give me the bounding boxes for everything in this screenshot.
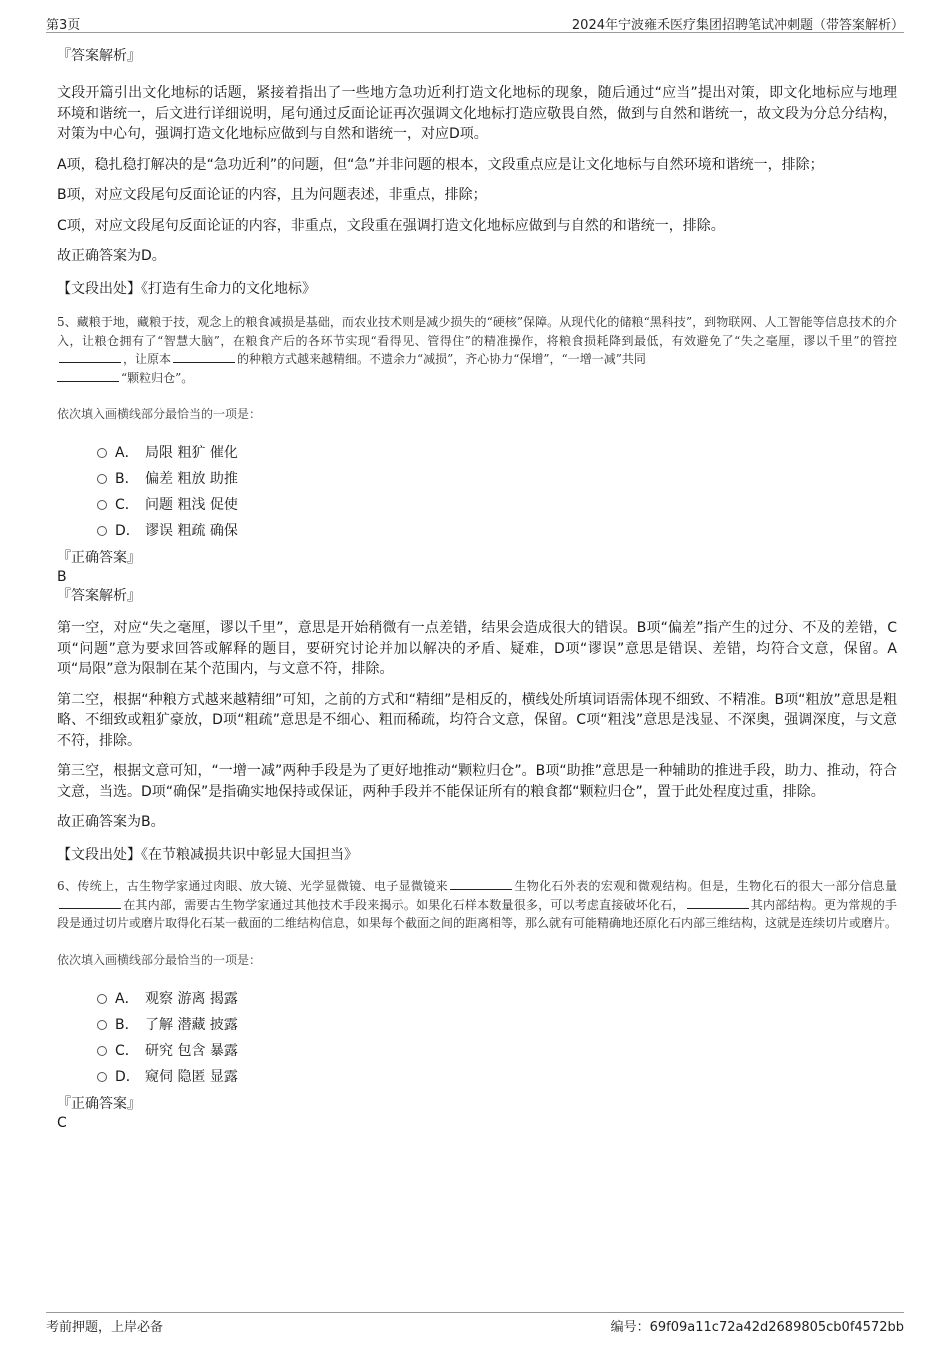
analysis-paragraph: 文段开篇引出文化地标的话题，紧接着指出了一些地方急功近利打造文化地标的现象，随后通过“应当”提出对策，即文化地标应与地理环境和谐统一，后文进行详细说明，尾句通过反面论证再次强调文化地标打造应敬畏自然，做到与自然和谐统一，故文段为分总分结构，对策为中心句，强调打造文化地标应做到与自然和谐统一，对应D项。 <box>57 85 897 142</box>
source-label: 【文段出处】 <box>57 846 141 863</box>
radio-button-icon[interactable] <box>97 448 107 458</box>
option-c[interactable] <box>57 1038 897 1064</box>
source-title: 《打造有生命力的文化地标》 <box>141 280 316 297</box>
option-d[interactable] <box>57 1064 897 1090</box>
analysis-paragraph: 第一空，对应“失之毫厘，谬以千里”，意思是开始稍微有一点差错，结果会造成很大的错误。B项“偏差”指产生的过分、不及的差错，C项“问题”意为要求回答或解释的题目，要研究讨论并加以解决的矛盾、疑难，D项“谬误”意思是错误、差错，均符合文意，保留。A项“局限”意为限制在某个范围内，与文意不符，排除。 <box>57 620 897 677</box>
document-code <box>611 1316 904 1335</box>
page-content <box>57 44 897 1132</box>
analysis-paragraph: 故正确答案为D。 <box>57 248 166 264</box>
footer-slogan: 考前押题，上岸必备 <box>46 1320 164 1335</box>
fill-blank <box>59 350 121 363</box>
option-text: 观察 游离 揭露 <box>145 990 238 1007</box>
radio-button-icon[interactable] <box>97 1046 107 1056</box>
question-5-options <box>57 440 897 544</box>
fill-blank <box>173 350 235 363</box>
option-letter: B． <box>115 1016 139 1033</box>
option-c[interactable] <box>57 492 897 518</box>
option-a[interactable] <box>57 440 897 466</box>
question-6-prompt: 依次填入画横线部分最恰当的一项是： <box>57 952 262 967</box>
question-text-segment: “颗粒归仓”。 <box>121 370 194 385</box>
question-text-segment: 5、藏粮于地，藏粮于技，观念上的粮食减损是基础，而农业技术则是减少损失的“硬核”保障。从现代化的储粮“黑科技”，到物联网、人工智能等信息技术的介入，让粮仓拥有了“智慧大脑”，在粮食产后的各环节实现“看得见、管得住”的精准操作，将粮食损耗降到最低，有效避免了“失之毫厘，谬以千里”的管控 <box>57 315 897 348</box>
analysis-paragraph: B项，对应文段尾句反面论证的内容，且为问题表述，非重点，排除； <box>57 187 487 203</box>
page-header <box>46 12 904 33</box>
analysis-paragraph: 第二空，根据“种粮方式越来越精细”可知，之前的方式和“精细”是相反的，横线处所填词语需体现不细致、不精准。B项“粗放”意思是粗略、不细致或粗犷豪放，D项“粗疏”意思是不细心、粗而稀疏，均符合文意，保留。C项“粗浅”意思是浅显、不深奥，强调深度，与文意不符，排除。 <box>57 691 897 749</box>
option-letter: D． <box>115 523 140 539</box>
fill-blank <box>59 896 121 909</box>
option-letter: C． <box>115 1042 139 1059</box>
option-text: 了解 潜藏 披露 <box>145 1016 238 1033</box>
source-line <box>57 279 897 300</box>
correct-answer-value: C <box>57 1114 67 1131</box>
question-text-segment: ，让原本 <box>123 352 172 366</box>
option-letter: C． <box>115 497 139 513</box>
code-value: 69f09a11c72a42d2689805cb0f4572bb <box>649 1320 904 1335</box>
radio-button-icon[interactable] <box>97 474 107 484</box>
page-footer <box>46 1312 904 1335</box>
question-text-segment: 生物化石外表的宏观和微观结构。但是，生物化石的很大一部分信息量 <box>514 879 897 893</box>
question-6-text <box>57 877 897 933</box>
document-title: 2024年宁波雍禾医疗集团招聘笔试冲刺题（带答案解析） <box>571 18 904 33</box>
analysis-paragraph: 故正确答案为B。 <box>57 814 165 830</box>
option-letter: A． <box>115 990 139 1007</box>
correct-answer-value: B <box>57 569 67 585</box>
analysis-paragraph: A项，稳扎稳打解决的是“急功近利”的问题，但“急”并非问题的根本，文段重点应是让文化地标与自然环境和谐统一，排除； <box>57 156 824 173</box>
radio-button-icon[interactable] <box>97 500 107 510</box>
option-b[interactable] <box>57 466 897 492</box>
question-6-options <box>57 986 897 1090</box>
option-text: 问题 粗浅 促使 <box>145 497 238 513</box>
page-number: 第3页 <box>46 18 81 33</box>
option-text: 研究 包含 暴露 <box>145 1042 238 1059</box>
source-line <box>57 845 897 866</box>
radio-button-icon[interactable] <box>97 526 107 536</box>
source-label: 【文段出处】 <box>57 280 141 297</box>
option-d[interactable] <box>57 518 897 544</box>
analysis-paragraph: 第三空，根据文意可知，“一增一减”两种手段是为了更好地推动“颗粒归仓”。B项“助推”意思是一种辅助的推进手段，助力、推动，符合文意，当选。D项“确保”是指确实地保持或保证，两种手段并不能保证所有的粮食都“颗粒归仓”，置于此处程度过重，排除。 <box>57 763 897 800</box>
fill-blank <box>57 369 119 382</box>
option-letter: B． <box>115 471 139 487</box>
question-text-segment: 在其内部，需要古生物学家通过其他技术手段来揭示。如果化石样本数量很多，可以考虑直接破坏化石， <box>123 897 685 912</box>
question-text-segment: 6、传统上，古生物学家通过肉眼、放大镜、光学显微镜、电子显微镜来 <box>57 879 448 893</box>
analysis-label: 『答案解析』 <box>57 588 141 604</box>
radio-button-icon[interactable] <box>97 1072 107 1082</box>
option-letter: A． <box>115 445 139 461</box>
question-5-prompt: 依次填入画横线部分最恰当的一项是： <box>57 407 262 421</box>
radio-button-icon[interactable] <box>97 1020 107 1030</box>
analysis-paragraph: C项，对应文段尾句反面论证的内容，非重点，文段重在强调打造文化地标应做到与自然的和谐统一，排除。 <box>57 217 725 234</box>
question-text-segment: 其内部结构。更为常规的手段是通过切片或磨片取得化石某一截面的二维结构信息，如果每个截面之间的距离相等，那么就有可能精确地还原化石内部三维结构，这就是连续切片或磨片。 <box>57 897 898 930</box>
option-a[interactable] <box>57 986 897 1012</box>
radio-button-icon[interactable] <box>97 994 107 1004</box>
fill-blank <box>450 877 512 890</box>
correct-answer-label: 『正确答案』 <box>57 1095 141 1112</box>
option-letter: D． <box>115 1068 140 1085</box>
source-title: 《在节粮减损共识中彰显大国担当》 <box>141 846 358 863</box>
fill-blank <box>687 896 749 909</box>
correct-answer-label: 『正确答案』 <box>57 550 141 566</box>
option-text: 偏差 粗放 助推 <box>145 471 238 487</box>
question-text-segment: 的种粮方式越来越精细。不遗余力“减损”，齐心协力“保增”，“一增一减”共同 <box>237 352 646 366</box>
option-text: 局限 粗犷 催化 <box>145 445 238 461</box>
question-5-text <box>57 313 897 387</box>
analysis-label: 『答案解析』 <box>57 48 141 64</box>
code-label: 编号： <box>610 1320 650 1335</box>
option-text: 谬误 粗疏 确保 <box>145 523 238 539</box>
option-b[interactable] <box>57 1012 897 1038</box>
option-text: 窥伺 隐匿 显露 <box>145 1068 238 1085</box>
